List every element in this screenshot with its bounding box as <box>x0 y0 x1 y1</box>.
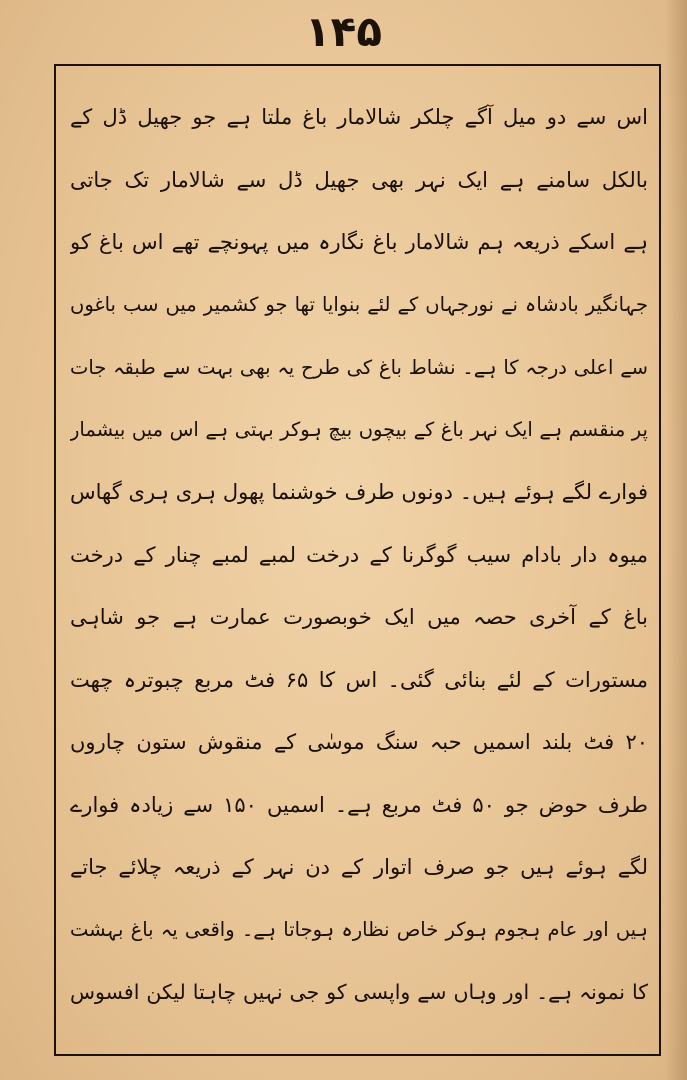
text-line-content: کا نمونہ ہے۔ اور وہاں سے واپسی کو جی نہیں چاہتا لیکن افسوس <box>70 980 648 1005</box>
text-line <box>70 711 648 774</box>
text-line-content: پر منقسم ہے ایک نہر باغ کے بیچوں بیچ ہوکر بہتی ہے اس میں بیشمار <box>70 418 648 442</box>
text-line <box>70 649 648 712</box>
text-line <box>70 399 648 462</box>
text-line-content: طرف حوض جو ۵۰ فٹ مربع ہے۔ اسمیں ۱۵۰ سے زیادہ فوارے <box>70 792 648 817</box>
text-line <box>70 86 648 149</box>
text-line-content: سے اعلی درجہ کا ہے۔ نشاط باغ کی طرح یہ بھی بہت سے طبقہ جات <box>70 355 648 379</box>
text-line <box>70 836 648 899</box>
text-line <box>70 461 648 524</box>
text-line <box>70 274 648 337</box>
text-line <box>70 961 648 1024</box>
text-line-content: جہانگیر بادشاہ نے نورجہاں کے لئے بنوایا تھا جو کشمیر میں سب باغوں <box>70 293 648 317</box>
text-line <box>70 336 648 399</box>
body-text <box>70 86 648 1048</box>
text-line-content: لگے ہوئے ہیں جو صرف اتوار کے دن نہر کے ذریعہ چلائے جاتے <box>70 855 648 880</box>
text-line-content: ہیں اور عام ہجوم ہوکر خاص نظارہ ہوجاتا ہے۔ واقعی یہ باغ بہشت <box>70 918 648 942</box>
text-line <box>70 524 648 587</box>
text-line <box>70 774 648 837</box>
text-line <box>70 586 648 649</box>
text-line-content: فوارے لگے ہوئے ہیں۔ دونوں طرف خوشنما پھول ہری ہری گھاس <box>70 480 648 505</box>
page-edge-shadow <box>665 0 687 1080</box>
text-line <box>70 899 648 962</box>
text-line <box>70 211 648 274</box>
text-line-content: بالکل سامنے ہے ایک نہر بھی جھیل ڈل سے شالامار تک جاتی <box>70 167 648 192</box>
text-line-content: ہے اسکے ذریعہ ہم شالامار باغ نگارہ میں پہونچے تھے اس باغ کو <box>70 230 648 255</box>
text-line-content: میوہ دار بادام سیب گوگرنا کے درخت لمبے لمبے چنار کے درخت <box>70 542 648 567</box>
text-line <box>70 149 648 212</box>
text-line-content: اس سے دو میل آگے چلکر شالامار باغ ملتا ہے جو جھیل ڈل کے <box>70 105 648 130</box>
text-line-content: مستورات کے لئے بنائی گئی۔ اس کا ۶۵ فٹ مربع چبوترہ چھت <box>70 667 648 692</box>
page-number: ۱۴۵ <box>305 7 382 56</box>
text-line-content: ۲۰ فٹ بلند اسمیں حبہ سنگ موسٰی کے منقوش ستون چاروں <box>70 730 648 755</box>
text-line-content: باغ کے آخری حصہ میں ایک خوبصورت عمارت ہے جو شاہی <box>70 605 648 630</box>
